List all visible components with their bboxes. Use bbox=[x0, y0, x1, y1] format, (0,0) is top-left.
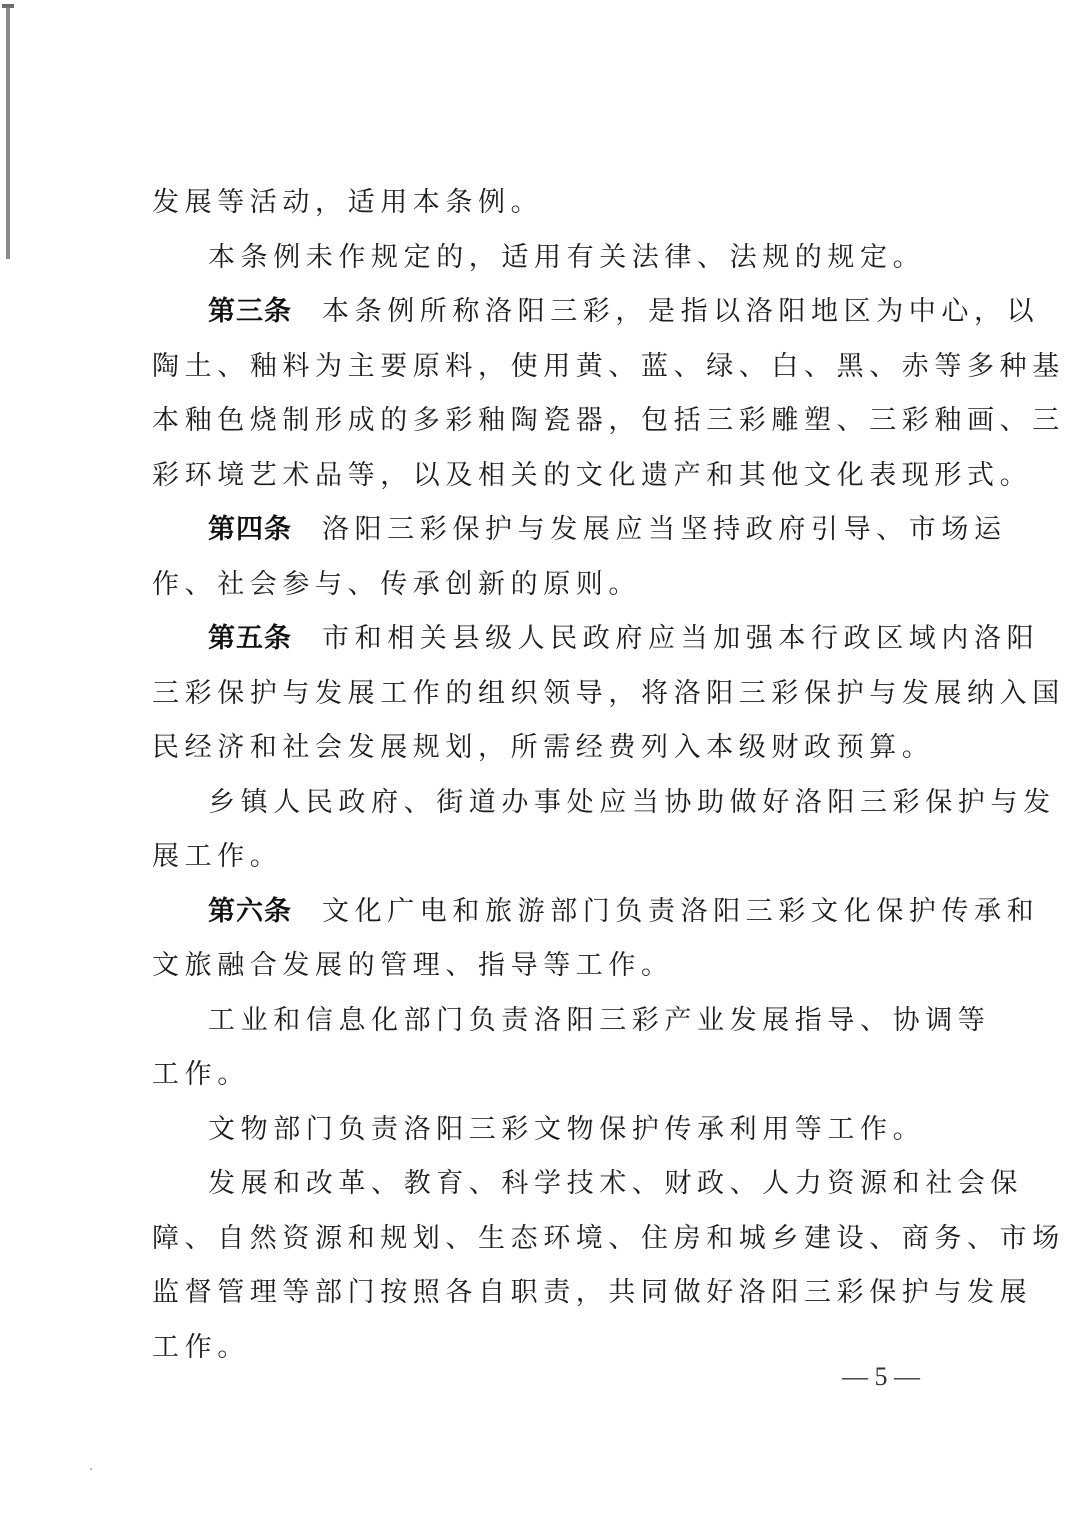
article-number: 第四条 bbox=[208, 514, 292, 545]
text-line: 民经济和社会发展规划，所需经费列入本级财政预算。 bbox=[152, 732, 935, 763]
article-number: 第五条 bbox=[208, 623, 292, 654]
text-line: 文旅融合发展的管理、指导等工作。 bbox=[152, 950, 674, 981]
text-line: 作、社会参与、传承创新的原则。 bbox=[152, 568, 641, 600]
article-number: 第三条 bbox=[208, 296, 292, 327]
text-line: 监督管理等部门按照各自职责，共同做好洛阳三彩保护与发展 bbox=[152, 1277, 1033, 1308]
text-line: 文化广电和旅游部门负责洛阳三彩文化保护传承和 bbox=[322, 895, 1040, 927]
text-line: 发展等活动，适用本条例。 bbox=[152, 187, 544, 218]
text-line: 发展和改革、教育、科学技术、财政、人力资源和社会保 bbox=[208, 1168, 1023, 1199]
article-5-line bbox=[152, 612, 1040, 667]
text-line: 洛阳三彩保护与发展应当坚持政府引导、市场运 bbox=[322, 514, 1007, 545]
scan-edge-mark bbox=[6, 4, 10, 259]
text-line: 障、自然资源和规划、生态环境、住房和城乡建设、商务、市场 bbox=[152, 1222, 1065, 1254]
text-line: 本釉色烧制形成的多彩釉陶瓷器，包括三彩雕塑、三彩釉画、三 bbox=[152, 405, 1065, 436]
text-line: 文物部门负责洛阳三彩文物保护传承利用等工作。 bbox=[208, 1113, 926, 1145]
article-number: 第六条 bbox=[208, 895, 292, 927]
page-number: — 5 — bbox=[842, 1362, 920, 1391]
article-4-line bbox=[152, 503, 1007, 558]
text-line: 本条例所称洛阳三彩，是指以洛阳地区为中心，以 bbox=[322, 296, 1040, 327]
text-line: 三彩保护与发展工作的组织领导，将洛阳三彩保护与发展纳入国 bbox=[152, 677, 1065, 709]
scan-speck bbox=[90, 1468, 92, 1470]
document-body bbox=[152, 176, 1065, 1375]
article-6-line bbox=[152, 885, 1040, 940]
text-line: 陶土、釉料为主要原料，使用黄、蓝、绿、白、黑、赤等多种基 bbox=[152, 350, 1065, 382]
text-line: 工作。 bbox=[152, 1331, 250, 1363]
article-3-line bbox=[152, 285, 1040, 340]
text-line: 市和相关县级人民政府应当加强本行政区域内洛阳 bbox=[322, 623, 1040, 654]
text-line: 本条例未作规定的，适用有关法律、法规的规定。 bbox=[208, 241, 926, 273]
text-line: 工业和信息化部门负责洛阳三彩产业发展指导、协调等 bbox=[208, 1004, 991, 1036]
text-line: 工作。 bbox=[152, 1059, 250, 1090]
text-line: 彩环境艺术品等，以及相关的文化遗产和其他文化表现形式。 bbox=[152, 459, 1033, 491]
text-line: 展工作。 bbox=[152, 841, 283, 872]
text-line: 乡镇人民政府、街道办事处应当协助做好洛阳三彩保护与发 bbox=[208, 786, 1056, 818]
